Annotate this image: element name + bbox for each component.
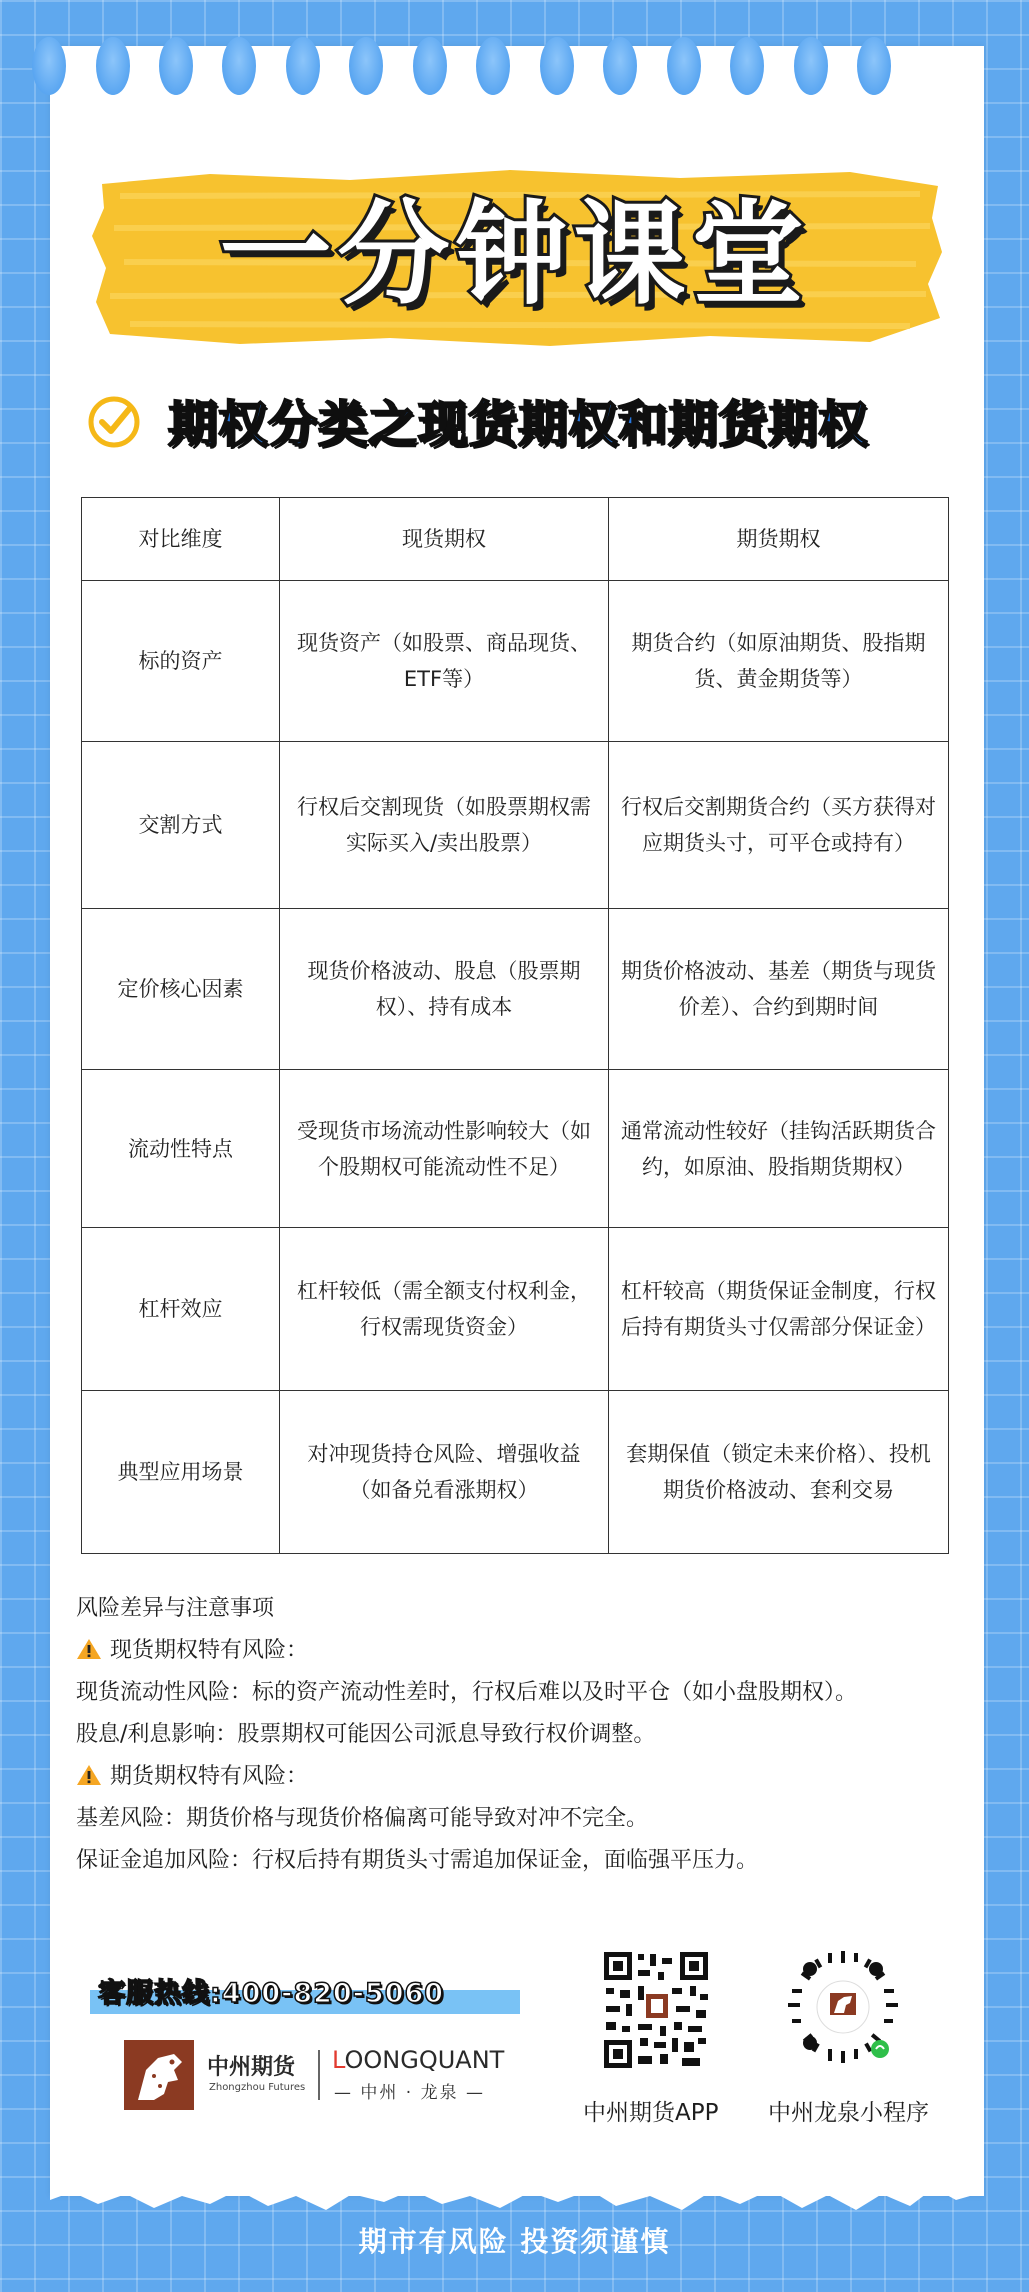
- spot-cell: 现货价格波动、股息（股票期权）、持有成本: [280, 909, 609, 1070]
- spot-risk-heading: 现货期权特有风险：: [110, 1638, 309, 1663]
- binder-hole: [667, 37, 701, 95]
- binder-hole: [32, 37, 66, 95]
- binder-hole: [286, 37, 320, 95]
- table-header-row: [82, 498, 949, 581]
- risk-disclaimer: 期市有风险 投资须谨慎: [358, 2225, 671, 2258]
- row-label: 杠杆效应: [82, 1228, 280, 1391]
- futures-risk-item: 保证金追加风险：行权后持有期货头寸需追加保证金，面临强平压力。: [76, 1848, 759, 1873]
- futures-risk-heading: 期货期权特有风险：: [110, 1764, 309, 1789]
- loongquant-logo: [332, 2046, 504, 2074]
- mini-program-code[interactable]: [784, 1945, 902, 2070]
- app-qr-code[interactable]: [602, 1950, 710, 2070]
- page-title: 一分钟课堂: [219, 190, 810, 320]
- binder-holes: [32, 37, 902, 105]
- warning-icon: [76, 1764, 102, 1786]
- spot-risk-item: 股息/利息影响：股票期权可能因公司派息导致行权价调整。: [76, 1722, 656, 1747]
- spot-cell: 对冲现货持仓风险、增强收益（如备兑看涨期权）: [280, 1391, 609, 1554]
- table-row: [82, 909, 949, 1070]
- loongquant-logo-sub: — 中州 · 龙泉 —: [334, 2083, 486, 2103]
- warning-icon: [76, 1638, 102, 1660]
- binder-hole: [857, 37, 891, 95]
- row-label: 典型应用场景: [82, 1391, 280, 1554]
- futures-risk-heading-line: [76, 1756, 956, 1798]
- header-spot-option: 现货期权: [280, 498, 609, 581]
- binder-hole: [794, 37, 828, 95]
- table-row: [82, 581, 949, 742]
- spot-cell: 现货资产（如股票、商品现货、ETF等）: [280, 581, 609, 742]
- table-row: [82, 1070, 949, 1228]
- subtitle: 期权分类之现货期权和期货期权: [168, 396, 869, 453]
- binder-hole: [222, 37, 256, 95]
- spot-risk-heading-line: [76, 1630, 956, 1672]
- check-circle-icon: [86, 394, 142, 450]
- notes-heading: 风险差异与注意事项: [76, 1596, 275, 1621]
- zhongzhou-logo-icon: [124, 2040, 194, 2110]
- row-label: 流动性特点: [82, 1070, 280, 1228]
- futures-cell: 行权后交割期货合约（买方获得对应期货头寸，可平仓或持有）: [609, 742, 949, 909]
- header-futures-option: 期货期权: [609, 498, 949, 581]
- binder-hole: [603, 37, 637, 95]
- subtitle-row: [86, 392, 966, 462]
- futures-cell: 通常流动性较好（挂钩活跃期货合约，如原油、股指期货期权）: [609, 1070, 949, 1228]
- spot-cell: 杠杆较低（需全额支付权利金，行权需现货资金）: [280, 1228, 609, 1391]
- binder-hole: [349, 37, 383, 95]
- futures-cell: 杠杆较高（期货保证金制度，行权后持有期货头寸仅需部分保证金）: [609, 1228, 949, 1391]
- mini-program-label: 中州龙泉小程序: [768, 2100, 929, 2126]
- futures-cell: 期货合约（如原油期货、股指期货、黄金期货等）: [609, 581, 949, 742]
- hotline: 客服热线:400-820-5060: [98, 1978, 445, 2009]
- spot-cell: 行权后交割现货（如股票期权需实际买入/卖出股票）: [280, 742, 609, 909]
- spot-cell: 受现货市场流动性影响较大（如个股期权可能流动性不足）: [280, 1070, 609, 1228]
- comparison-table: [81, 497, 949, 1554]
- row-label: 交割方式: [82, 742, 280, 909]
- futures-risk-item: 基差风险：期货价格与现货价格偏离可能导致对冲不完全。: [76, 1806, 649, 1831]
- binder-hole: [730, 37, 764, 95]
- binder-hole: [159, 37, 193, 95]
- table-row: [82, 1228, 949, 1391]
- binder-hole: [540, 37, 574, 95]
- zhongzhou-logo-en: Zhongzhou Futures: [209, 2082, 306, 2093]
- futures-cell: 期货价格波动、基差（期货与现货价差）、合约到期时间: [609, 909, 949, 1070]
- row-label: 标的资产: [82, 581, 280, 742]
- logo-divider: [318, 2050, 320, 2100]
- table-row: [82, 1391, 949, 1554]
- loongquant-logo-initial: L: [332, 2046, 345, 2074]
- binder-hole: [413, 37, 447, 95]
- spot-risk-item: 现货流动性风险：标的资产流动性差时，行权后难以及时平仓（如小盘股期权）。: [76, 1680, 858, 1705]
- header-dimension: 对比维度: [82, 498, 280, 581]
- table-row: [82, 742, 949, 909]
- app-qr-label: 中州期货APP: [583, 2100, 719, 2126]
- binder-hole: [476, 37, 510, 95]
- row-label: 定价核心因素: [82, 909, 280, 1070]
- binder-hole: [96, 37, 130, 95]
- risk-notes: [76, 1588, 956, 1882]
- futures-cell: 套期保值（锁定未来价格）、投机期货价格波动、套利交易: [609, 1391, 949, 1554]
- zhongzhou-logo-name: 中州期货: [207, 2055, 296, 2080]
- loongquant-logo-rest: OONGQUANT: [344, 2046, 505, 2074]
